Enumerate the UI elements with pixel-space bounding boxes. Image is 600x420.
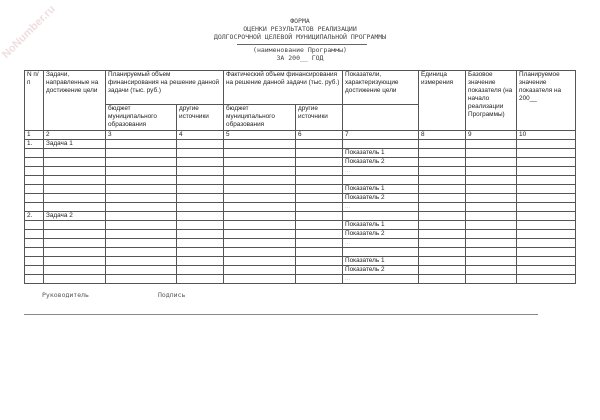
table-cell bbox=[224, 185, 296, 194]
table-cell bbox=[177, 176, 224, 185]
table-cell bbox=[466, 257, 517, 266]
table-row bbox=[25, 185, 576, 194]
table-cell bbox=[177, 230, 224, 239]
table-cell bbox=[517, 212, 576, 221]
table-cell bbox=[466, 185, 517, 194]
row-number bbox=[25, 158, 44, 167]
table-cell bbox=[466, 194, 517, 203]
row-number: 1. bbox=[25, 140, 44, 149]
table-cell bbox=[177, 239, 224, 248]
table-cell bbox=[296, 158, 343, 167]
table-row bbox=[25, 176, 576, 185]
table-cell bbox=[177, 248, 224, 257]
row-number bbox=[25, 266, 44, 275]
table-cell bbox=[296, 230, 343, 239]
indicator-name: ... bbox=[343, 275, 419, 284]
table-cell bbox=[106, 203, 177, 212]
table-cell bbox=[466, 212, 517, 221]
table-cell bbox=[177, 203, 224, 212]
table-cell bbox=[466, 230, 517, 239]
column-number: 5 bbox=[224, 131, 296, 140]
row-number bbox=[25, 275, 44, 284]
table-cell bbox=[106, 221, 177, 230]
table-cell bbox=[466, 140, 517, 149]
table-cell bbox=[106, 266, 177, 275]
table-cell bbox=[224, 230, 296, 239]
table-cell bbox=[224, 257, 296, 266]
table-cell bbox=[296, 212, 343, 221]
task-name bbox=[44, 167, 106, 176]
row-number bbox=[25, 239, 44, 248]
table-cell bbox=[466, 266, 517, 275]
bottom-line bbox=[24, 314, 538, 315]
header-base-value: Базовое значение показателя (на начало реализации Программы) bbox=[466, 71, 517, 131]
table-cell bbox=[419, 275, 466, 284]
table-row bbox=[25, 230, 576, 239]
table-cell bbox=[419, 194, 466, 203]
column-number: 6 bbox=[296, 131, 343, 140]
indicator-name: Показатель 1 bbox=[343, 257, 419, 266]
table-cell bbox=[224, 212, 296, 221]
year-label: ЗА 200__ ГОД bbox=[276, 54, 324, 62]
row-number bbox=[25, 185, 44, 194]
table-cell bbox=[517, 266, 576, 275]
table-cell bbox=[106, 176, 177, 185]
table-cell bbox=[224, 149, 296, 158]
table-cell bbox=[224, 239, 296, 248]
table-cell bbox=[517, 158, 576, 167]
task-name bbox=[44, 230, 106, 239]
task-name bbox=[44, 266, 106, 275]
table-cell bbox=[419, 248, 466, 257]
indicator-name: Показатель 2 bbox=[343, 266, 419, 275]
table-row bbox=[25, 194, 576, 203]
table-cell bbox=[296, 248, 343, 257]
table-cell bbox=[419, 239, 466, 248]
table-cell bbox=[517, 239, 576, 248]
indicator-name: ... bbox=[343, 203, 419, 212]
row-number bbox=[25, 248, 44, 257]
header-indicators-empty bbox=[343, 105, 419, 131]
table-cell bbox=[296, 275, 343, 284]
table-cell bbox=[224, 158, 296, 167]
header-planned-budget: бюджет муниципального образования bbox=[106, 105, 177, 131]
indicator-name: Показатель 1 bbox=[343, 221, 419, 230]
indicator-name: Показатель 2 bbox=[343, 230, 419, 239]
table-cell bbox=[419, 140, 466, 149]
table-cell bbox=[466, 203, 517, 212]
task-name bbox=[44, 185, 106, 194]
task-name bbox=[44, 149, 106, 158]
table-cell bbox=[466, 167, 517, 176]
table-cell bbox=[106, 239, 177, 248]
table-cell bbox=[419, 149, 466, 158]
row-number bbox=[25, 176, 44, 185]
table-cell bbox=[419, 266, 466, 275]
header-indicators: Показатели, характеризующие достижение цели bbox=[343, 71, 419, 105]
table-cell bbox=[517, 194, 576, 203]
header-num: N п/п bbox=[25, 71, 44, 131]
table-cell bbox=[466, 158, 517, 167]
table-row bbox=[25, 257, 576, 266]
row-number bbox=[25, 149, 44, 158]
table-cell bbox=[177, 221, 224, 230]
table-row bbox=[25, 149, 576, 158]
column-number: 10 bbox=[517, 131, 576, 140]
signature-label: Подпись bbox=[158, 291, 186, 299]
table-row bbox=[25, 266, 576, 275]
results-table bbox=[24, 70, 576, 284]
table-cell bbox=[106, 212, 177, 221]
table-cell bbox=[517, 221, 576, 230]
table-cell bbox=[517, 230, 576, 239]
task-name bbox=[44, 257, 106, 266]
table-cell bbox=[224, 248, 296, 257]
task-name: Задача 2 bbox=[44, 212, 106, 221]
header-unit: Единица измерения bbox=[419, 71, 466, 131]
indicator-name: Показатель 1 bbox=[343, 185, 419, 194]
indicator-name bbox=[343, 140, 419, 149]
indicator-name bbox=[343, 212, 419, 221]
table-cell bbox=[296, 140, 343, 149]
table-cell bbox=[296, 149, 343, 158]
table-row bbox=[25, 203, 576, 212]
table-cell bbox=[296, 176, 343, 185]
task-name bbox=[44, 176, 106, 185]
header-actual-other: другие источники bbox=[296, 105, 343, 131]
table-cell bbox=[466, 176, 517, 185]
table-row bbox=[25, 212, 576, 221]
table-cell bbox=[177, 212, 224, 221]
table-cell bbox=[106, 194, 177, 203]
table-cell bbox=[517, 275, 576, 284]
table-row bbox=[25, 248, 576, 257]
form-title: ФОРМА bbox=[290, 17, 310, 25]
row-number bbox=[25, 221, 44, 230]
task-name bbox=[44, 239, 106, 248]
table-cell bbox=[419, 158, 466, 167]
table-cell bbox=[296, 203, 343, 212]
column-number: 2 bbox=[44, 131, 106, 140]
table-cell bbox=[106, 185, 177, 194]
table-cell bbox=[106, 257, 177, 266]
table-cell bbox=[419, 176, 466, 185]
table-cell bbox=[419, 167, 466, 176]
row-number bbox=[25, 167, 44, 176]
task-name: Задача 1 bbox=[44, 140, 106, 149]
task-name bbox=[44, 203, 106, 212]
column-number: 1 bbox=[25, 131, 44, 140]
table-cell bbox=[296, 167, 343, 176]
table-cell bbox=[517, 257, 576, 266]
table-row bbox=[25, 275, 576, 284]
table-cell bbox=[177, 149, 224, 158]
table-cell bbox=[419, 212, 466, 221]
table-cell bbox=[296, 239, 343, 248]
table-cell bbox=[106, 167, 177, 176]
table-cell bbox=[224, 275, 296, 284]
column-number: 9 bbox=[466, 131, 517, 140]
table-cell bbox=[106, 140, 177, 149]
table-row bbox=[25, 239, 576, 248]
task-name bbox=[44, 248, 106, 257]
table-cell bbox=[517, 185, 576, 194]
indicator-name: ... bbox=[343, 167, 419, 176]
table-cell bbox=[106, 149, 177, 158]
header-actual-budget: бюджет муниципального образования bbox=[224, 105, 296, 131]
table-cell bbox=[466, 239, 517, 248]
program-name-label: (наименование Программы) bbox=[253, 46, 347, 54]
watermark: NoNumber.ru bbox=[0, 3, 58, 61]
table-row bbox=[25, 167, 576, 176]
table-row bbox=[25, 140, 576, 149]
table-row bbox=[25, 158, 576, 167]
table-cell bbox=[517, 176, 576, 185]
table-cell bbox=[517, 167, 576, 176]
header-actual-financing: Фактический объем финансирования на решение данной задачи (тыс. руб.) bbox=[224, 71, 343, 105]
table-cell bbox=[419, 203, 466, 212]
header-planned-financing: Планируемый объем финансирования на решение данной задачи (тыс. руб.) bbox=[106, 71, 224, 105]
row-number: 2. bbox=[25, 212, 44, 221]
table-cell bbox=[517, 149, 576, 158]
row-number bbox=[25, 203, 44, 212]
task-name bbox=[44, 158, 106, 167]
table-cell bbox=[419, 221, 466, 230]
table-row bbox=[25, 221, 576, 230]
program-name-line bbox=[237, 44, 367, 45]
task-name bbox=[44, 194, 106, 203]
table-cell bbox=[177, 185, 224, 194]
table-cell bbox=[296, 257, 343, 266]
row-number bbox=[25, 257, 44, 266]
row-number bbox=[25, 194, 44, 203]
table-cell bbox=[177, 158, 224, 167]
table-cell bbox=[296, 221, 343, 230]
table-cell bbox=[466, 248, 517, 257]
indicator-name: Показатель 1 bbox=[343, 149, 419, 158]
table-cell bbox=[224, 167, 296, 176]
indicator-name: Показатель 2 bbox=[343, 158, 419, 167]
table-cell bbox=[296, 194, 343, 203]
head-label: Руководитель bbox=[42, 291, 89, 299]
table-cell bbox=[224, 221, 296, 230]
column-number: 4 bbox=[177, 131, 224, 140]
indicator-name bbox=[343, 248, 419, 257]
form-subtitle: ОЦЕНКИ РЕЗУЛЬТАТОВ РЕАЛИЗАЦИИ bbox=[243, 25, 357, 33]
indicator-name bbox=[343, 176, 419, 185]
column-number: 8 bbox=[419, 131, 466, 140]
table-cell bbox=[517, 203, 576, 212]
table-cell bbox=[224, 203, 296, 212]
table-cell bbox=[466, 221, 517, 230]
header-planned-other: другие источники bbox=[177, 105, 224, 131]
table-cell bbox=[224, 140, 296, 149]
table-cell bbox=[419, 230, 466, 239]
table-cell bbox=[517, 140, 576, 149]
table-cell bbox=[224, 176, 296, 185]
table-cell bbox=[177, 167, 224, 176]
table-cell bbox=[296, 185, 343, 194]
table-cell bbox=[224, 194, 296, 203]
header-planned-value: Планируемое значение показателя на 200__ bbox=[517, 71, 576, 131]
header-tasks: Задачи, направленные на достижение цели bbox=[44, 71, 106, 131]
table-cell bbox=[106, 230, 177, 239]
table-cell bbox=[106, 158, 177, 167]
task-name bbox=[44, 275, 106, 284]
indicator-name: Показатель 2 bbox=[343, 194, 419, 203]
table-cell bbox=[466, 149, 517, 158]
column-number: 3 bbox=[106, 131, 177, 140]
table-cell bbox=[177, 257, 224, 266]
form-subtitle-2: ДОЛГОСРОЧНОЙ ЦЕЛЕВОЙ МУНИЦИПАЛЬНОЙ ПРОГРАММЫ bbox=[213, 33, 387, 41]
column-number: 7 bbox=[343, 131, 419, 140]
table-cell bbox=[419, 185, 466, 194]
table-cell bbox=[466, 275, 517, 284]
table-cell bbox=[177, 266, 224, 275]
row-number bbox=[25, 230, 44, 239]
table-cell bbox=[106, 275, 177, 284]
table-cell bbox=[224, 266, 296, 275]
indicator-name: ... bbox=[343, 239, 419, 248]
table-cell bbox=[517, 248, 576, 257]
table-cell bbox=[177, 194, 224, 203]
table-cell bbox=[419, 257, 466, 266]
table-cell bbox=[177, 140, 224, 149]
table-cell bbox=[296, 266, 343, 275]
task-name bbox=[44, 221, 106, 230]
table-cell bbox=[106, 248, 177, 257]
table-cell bbox=[177, 275, 224, 284]
